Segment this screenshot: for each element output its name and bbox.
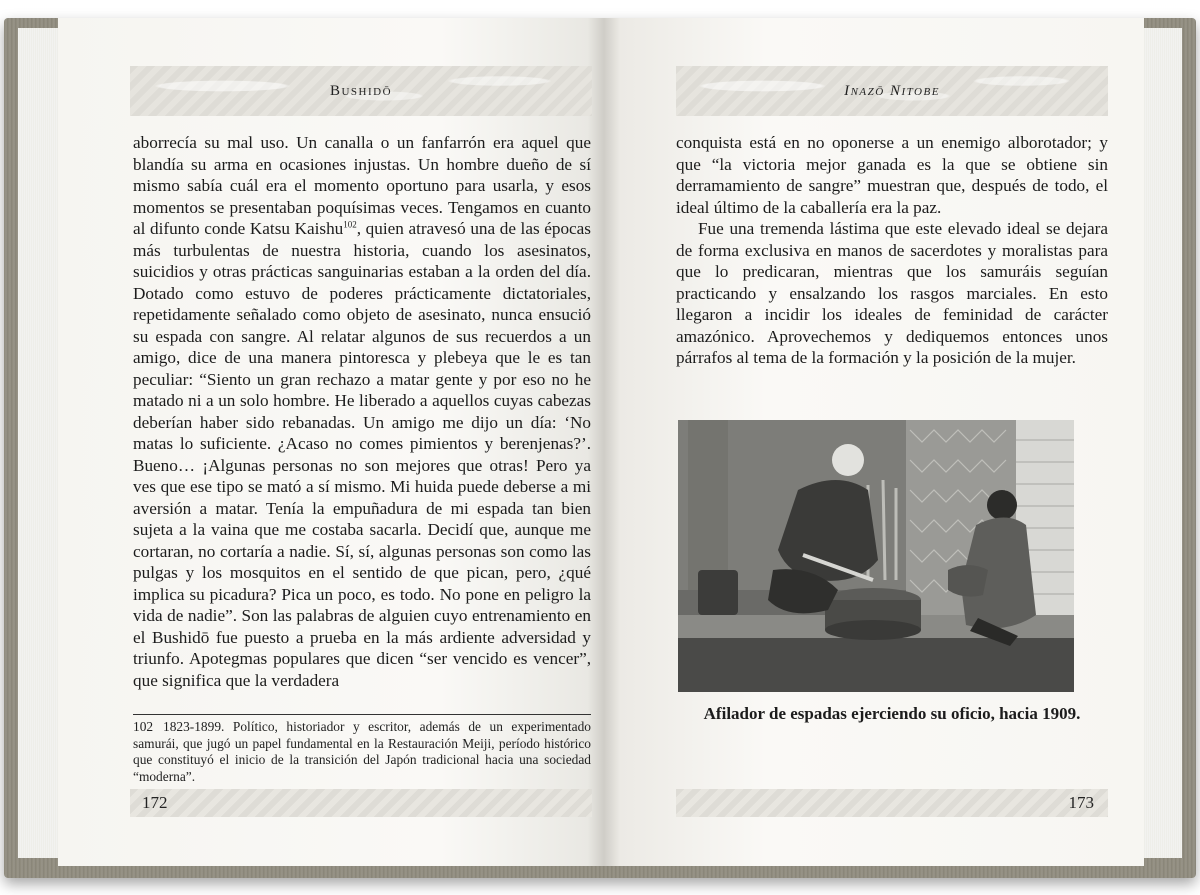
right-header-band [676, 66, 1108, 116]
left-page [58, 18, 604, 866]
page-edges-left [18, 28, 60, 858]
left-header-band [130, 66, 592, 116]
right-page [604, 18, 1144, 866]
footnote [133, 719, 591, 785]
right-running-head: Inazō Nitobe [844, 82, 940, 99]
right-page-number: 173 [1068, 793, 1094, 812]
sword-sharpener-photo [678, 420, 1074, 692]
footnote-rule [133, 714, 591, 715]
footnote-text: 1823-1899. Político, historiador y escritor, además de un experimentado samurái, que jugó un papel fundamental en la Restauración Meiji, período histórico que constituyó el inicio de la transición del Japón tradicional hacia una sociedad “moderna”. [133, 719, 591, 784]
left-body-text [133, 132, 591, 691]
photo-illustration [678, 420, 1074, 692]
right-body-text [676, 132, 1108, 369]
left-paragraph: aborrecía su mal uso. Un canalla o un fanfarrón era aquel que blandía su arma en ocasiones injustas. Un hombre dueño de sí mismo sabía cuál era el momento oportuno para usarla, y esos momentos se presentaban poquísimas veces. Tengamos en cuanto al difunto conde Katsu Kaishu$^{102}$, quien atravesó una de las épocas más turbulentas de nuestra historia, cuando los asesinatos, suicidios y otras prácticas sanguinarias estaban a la orden del día. Dotado como estuvo de poderes prácticamente dictatoriales, repetidamente señalado como objeto de asesinato, nunca ensució su espada con sangre. Al relatar algunos de sus recuerdos a un amigo, dice de una manera pintoresca y plebeya que le es tan peculiar: “Siento un gran rechazo a matar gente y por eso no he matado ni a un solo hombre. He liberado a aquellos cuyas cabezas deberían haber sido rebanadas. Un amigo me dijo un día: ‘No matas lo suficiente. ¿Acaso no comes pimientos y berenjenas?’. Bueno… ¡Algunas personas no son mejores que otras! Pero ya ves que ese tipo se mató a sí mismo. Mi huida puede deberse a mi aversión a matar. Tenía la empuñadura de mi espada tan bien sujeta a la vaina que me costaba sacarla. Decidí que, aunque me cortaran, no cortaría a nadie. Sí, sí, algunas personas son como las pulgas y los mosquitos en el sentido de que pican, pero, ¿qué implica su picadura? Pica un poco, es todo. No pone en peligro la vida de nadie”. Son las palabras de alguien cuyo entrenamiento en el Bushidō fue puesto a prueba en la más ardiente adversidad y triunfo. Apotegmas populares que dicen “ser vencido es vencer”, que significa que la verdadera [133, 133, 591, 690]
right-footer-band [676, 789, 1108, 817]
left-page-number: 172 [142, 793, 168, 812]
right-paragraph-1: conquista está en no oponerse a un enemigo alborotador; y que “la victoria mejor ganada es la que se obtiene sin derramamiento de sangre” muestran que, después de todo, el ideal último de la caballería era la paz. [676, 133, 1108, 217]
photo-caption: Afilador de espadas ejerciendo su oficio, hacia 1909. [703, 704, 1081, 723]
footnote-number: 102 [133, 719, 154, 734]
left-running-head: Bushidō [329, 82, 393, 99]
right-paragraph-2: Fue una tremenda lástima que este elevado ideal se dejara de forma exclusiva en manos de sacerdotes y moralistas para que lo predicaran, mientras que los samuráis seguían practicando y ensalzando los rasgos marciales. En esto llegaron a incidir los ideales de feminidad de carácter amazónico. Aprovechemos y dediquemos entonces unos párrafos al tema de la formación y la posición de la mujer. [676, 219, 1108, 367]
left-footer-band [130, 789, 592, 817]
page-edges-right [1140, 28, 1182, 858]
footnote-reference[interactable]: 102 [343, 219, 357, 230]
